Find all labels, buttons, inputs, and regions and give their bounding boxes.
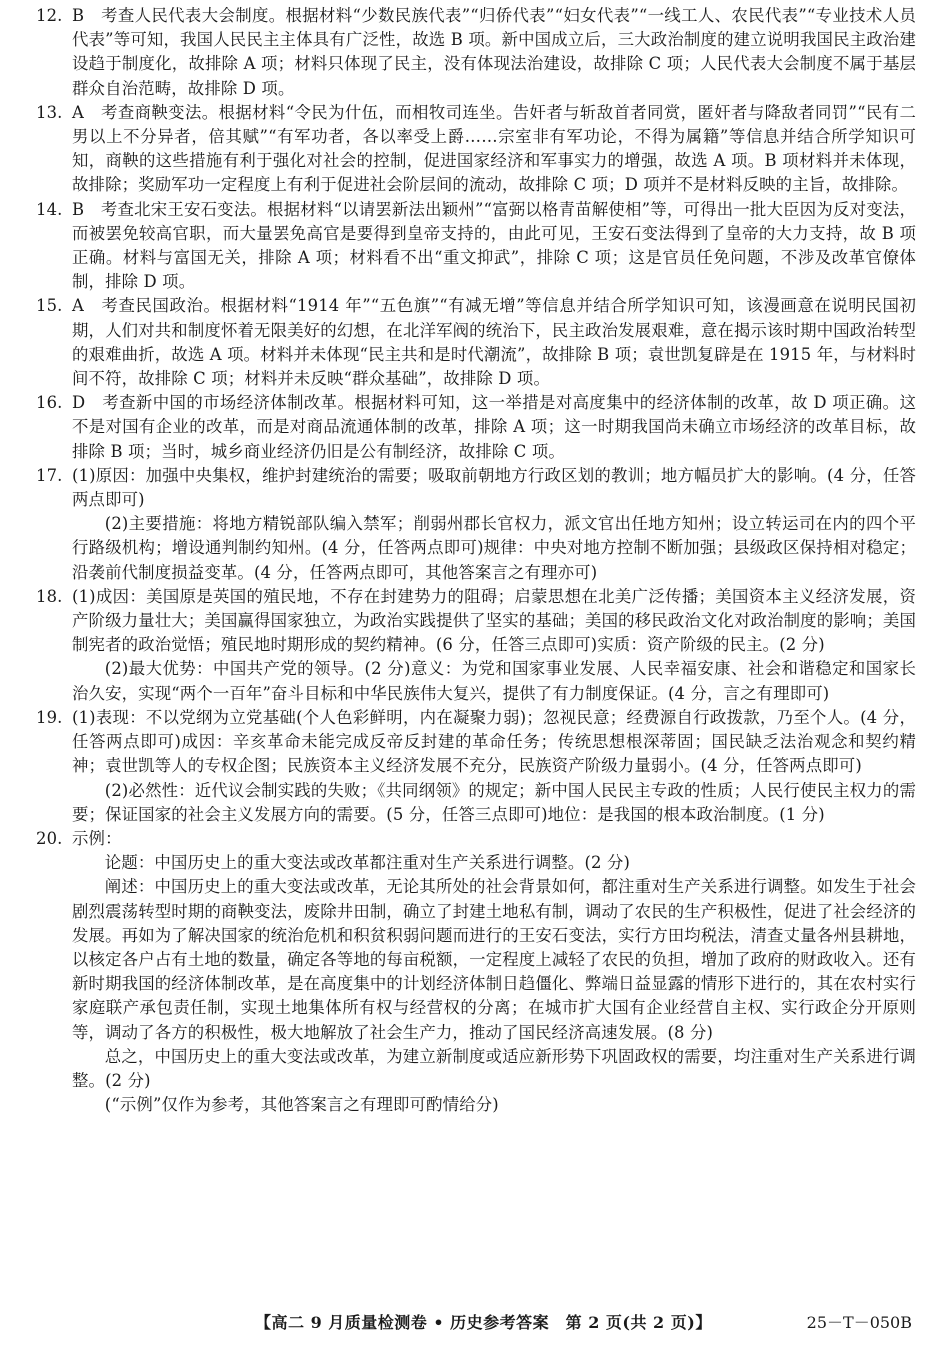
item-text: [72, 827, 916, 1117]
item-number: 18.: [36, 586, 63, 606]
answer-item-13: [36, 101, 916, 198]
item-text: [72, 4, 916, 101]
answer-item-17: [36, 464, 916, 585]
answer-paragraph: A 考查商鞅变法。根据材料“令民为什伍，而相牧司连坐。告奸者与斩敌首者同赏，匿奸者与降敌者同罚”“民有二男以上不分异者，倍其赋”“有军功者，各以率受上爵……宗室非有军功论，不得为属籍”等信息并结合所学知识可知，商鞅的这些措施有利于强化对社会的控制，促进国家经济和军事实力的增强，故选 A 项。B 项材料并未体现，故排除；奖励军功一定程度上有利于促进社会阶层间的流动，故排除 C 项；D 项并不是材料反映的主旨，故排除。: [72, 102, 916, 195]
item-text: [72, 706, 916, 827]
answer-item-15: [36, 294, 916, 391]
item-text: [72, 464, 916, 585]
answer-paragraph: 示例：: [72, 828, 122, 848]
answer-item-12: [36, 4, 916, 101]
answer-paragraph: 论题：中国历史上的重大变法或改革都注重对生产关系进行调整。(2 分): [104, 853, 631, 873]
answer-paragraph: (1)成因：美国原是英国的殖民地，不存在封建势力的阻碍；启蒙思想在北美广泛传播；美国资本主义经济发展，资产阶级力量壮大；美国赢得国家独立，为政治实践提供了坚实的基础；美国的移民政治文化对政治制度的影响；美国制宪者的政治觉悟；殖民地时期形成的契约精神。(6 分，任答三点即可)实质：资产阶级的民主。(2 分): [72, 586, 916, 655]
answer-paragraph: B 考查北宋王安石变法。根据材料“以请罢新法出颖州”“富弼以格青苗解使相”等，可得出一批大臣因为反对变法，而被罢免较高官职，而大量罢免高官是要得到皇帝支持的，由此可见，王安石变法得到了皇帝的大力支持，故 B 项正确。材料与富国无关，排除 A 项；材料看不出“重文抑武”，排除 C 项；这是官员任免问题，不涉及改革官僚体制，排除 D 项。: [72, 199, 916, 292]
item-text: [72, 585, 916, 706]
answer-item-20: [36, 827, 916, 1117]
footer-title: 【高二 9 月质量检测卷 • 历史参考答案 第 2 页(共 2 页)】: [255, 1313, 712, 1332]
answer-paragraph: A 考查民国政治。根据材料“1914 年”“五色旗”“有减无增”等信息并结合所学知识可知，该漫画意在说明民国初期，人们对共和制度怀着无限美好的幻想，在北洋军阀的统治下，民主政治发展艰难，意在揭示该时期中国政治转型的艰难曲折，故选 A 项。材料并未体现“民主共和是时代潮流”，故排除 B 项；袁世凯复辟是在 1915 年，与材料时间不符，故排除 C 项；材料并未反映“群众基础”，故排除 D 项。: [72, 296, 916, 389]
page-footer: [0, 1310, 950, 1340]
item-number: 13.: [36, 102, 63, 122]
answer-item-16: [36, 391, 916, 464]
answer-sheet: [36, 4, 916, 1117]
item-number: 16.: [36, 393, 63, 413]
answer-item-18: [36, 585, 916, 706]
item-number: 14.: [36, 199, 63, 219]
answer-paragraph: (2)主要措施：将地方精锐部队编入禁军；削弱州郡长官权力，派文官出任地方知州；设立转运司在内的四个平行路级机构；增设通判制约知州。(4 分，任答两点即可)规律：中央对地方控制不断加强；县级政区保持相对稳定；沿袭前代制度损益变革。(4 分，任答两点即可，其他答案言之有理亦可): [72, 514, 916, 582]
item-number: 19.: [36, 707, 63, 727]
answer-paragraph: B 考查人民代表大会制度。根据材料“少数民族代表”“归侨代表”“妇女代表”“一线工人、农民代表”“专业技术人员代表”等可知，我国人民民主主体具有广泛性，故选 B 项。新中国成立后，三大政治制度的建立说明我国民主政治建设趋于制度化，故排除 A 项；材料只体现了民主，没有体现法治建设，故排除 C 项；人民代表大会制度不属于基层群众自治范畴，故排除 D 项。: [72, 6, 916, 98]
item-text: [72, 391, 916, 464]
answer-paragraph: (1)表现：不以党纲为立党基础(个人色彩鲜明，内在凝聚力弱)；忽视民意；经费源自行政拨款，乃至个人。(4 分，任答两点即可)成因：辛亥革命未能完成反帝反封建的革命任务；传统思想根深蒂固；国民缺乏法治观念和契约精神；袁世凯等人的专权企图；民族资本主义经济发展不充分，民族资产阶级力量弱小。(4 分，任答两点即可): [72, 707, 916, 776]
answer-item-19: [36, 706, 916, 827]
footer-code: 25－T－050B: [806, 1313, 912, 1332]
answer-paragraph: 总之，中国历史上的重大变法或改革，为建立新制度或适应新形势下巩固政权的需要，均注重对生产关系进行调整。(2 分): [72, 1046, 916, 1090]
answer-paragraph: 阐述：中国历史上的重大变法或改革，无论其所处的社会背景如何，都注重对生产关系进行调整。如发生于社会剧烈震荡转型时期的商鞅变法，废除井田制，确立了封建土地私有制，调动了农民的生产积极性，促进了社会经济的发展。再如为了解决国家的统治危机和积贫积弱问题而进行的王安石变法，实行方田均税法，清查丈量各州县耕地，以核定各户占有土地的数量，确定各等地的每亩税额，一定程度上减轻了农民的负担，增加了政府的财政收入。还有新时期我国的经济体制改革，是在高度集中的计划经济体制日趋僵化、弊端日益显露的情形下进行的，其在农村实行家庭联产承包责任制，实现土地集体所有权与经营权的分离；在城市扩大国有企业经营自主权、实行政企分开原则等，调动了各方的积极性，极大地解放了社会生产力，推动了国民经济高速发展。(8 分): [72, 877, 916, 1042]
item-number: 20.: [36, 828, 63, 848]
answer-paragraph: (“示例”仅作为参考，其他答案言之有理即可酌情给分): [104, 1095, 499, 1115]
answer-paragraph: (1)原因：加强中央集权，维护封建统治的需要；吸取前朝地方行政区划的教训；地方幅员扩大的影响。(4 分，任答两点即可): [72, 465, 916, 510]
item-number: 15.: [36, 296, 63, 316]
answer-paragraph: (2)最大优势：中国共产党的领导。(2 分)意义：为党和国家事业发展、人民幸福安康、社会和谐稳定和国家长治久安，实现“两个一百年”奋斗目标和中华民族伟大复兴，提供了有力制度保证。(4 分，言之有理即可): [72, 659, 916, 703]
answer-paragraph: D 考查新中国的市场经济体制改革。根据材料可知，这一举措是对高度集中的经济体制的改革，故 D 项正确。这不是对国有企业的改革，而是对商品流通体制的改革，排除 A 项；这一时期我国尚未确立市场经济的改革目标，故排除 B 项；当时，城乡商业经济仍旧是公有制经济，故排除 C 项。: [72, 393, 916, 461]
item-text: [72, 198, 916, 295]
item-text: [72, 294, 916, 391]
answer-item-14: [36, 198, 916, 295]
answer-paragraph: (2)必然性：近代议会制实践的失败；《共同纲领》的规定；新中国人民民主专政的性质；人民行使民主权力的需要；保证国家的社会主义发展方向的需要。(5 分，任答三点即可)地位：是我国的根本政治制度。(1 分): [72, 780, 916, 824]
item-text: [72, 101, 916, 198]
item-number: 17.: [36, 465, 63, 485]
item-number: 12.: [36, 6, 63, 25]
